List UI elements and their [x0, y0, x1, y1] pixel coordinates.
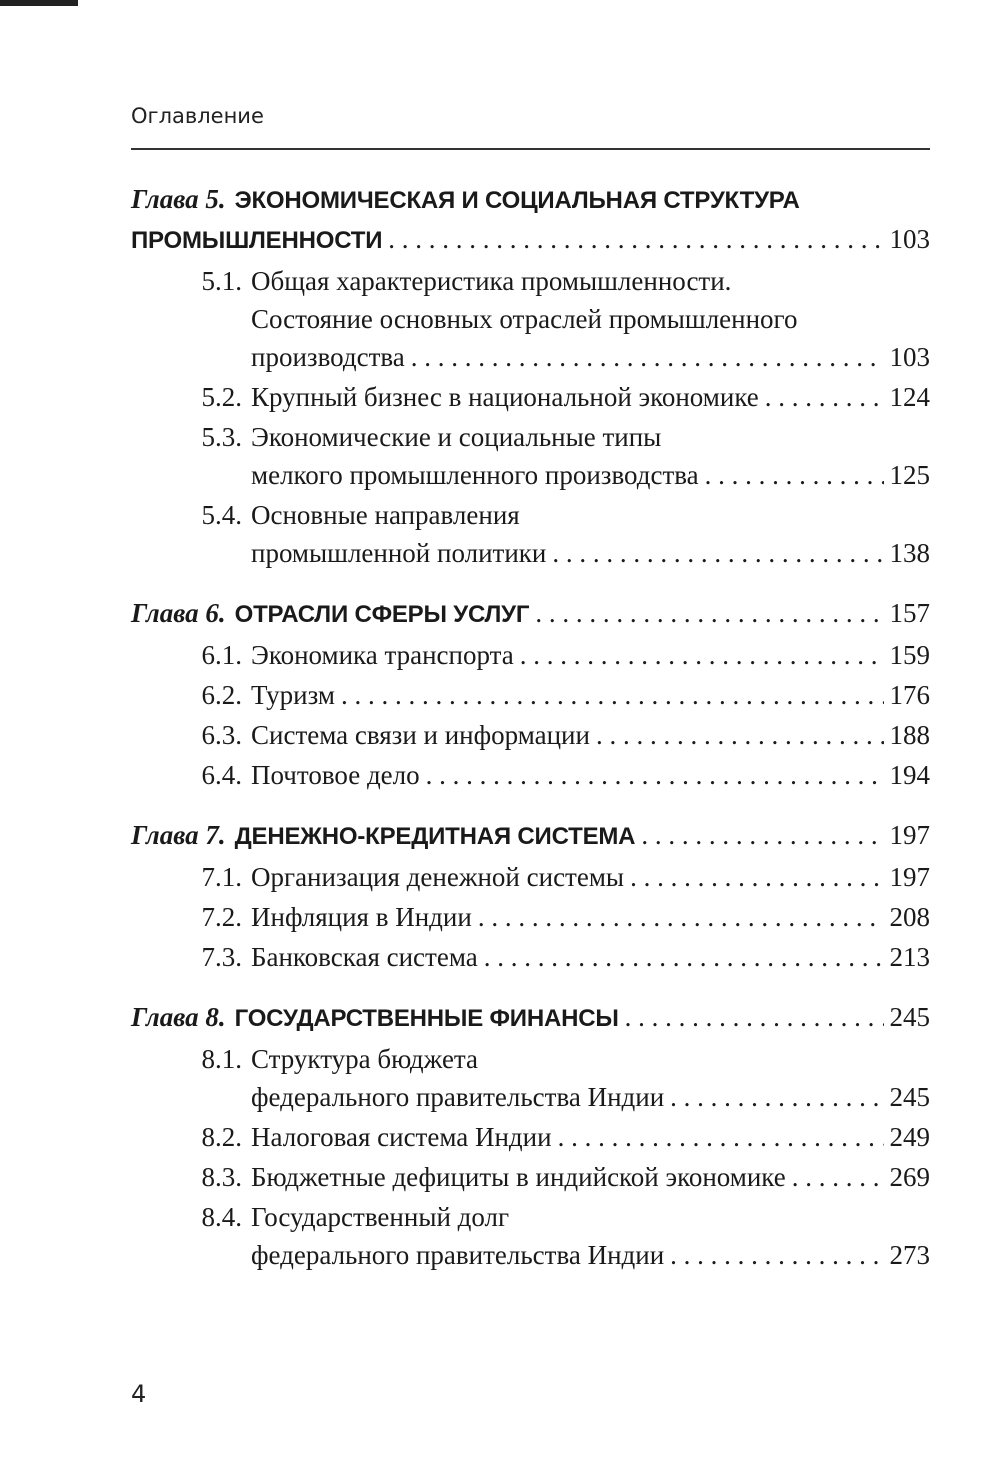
section-page-number: 249	[889, 1122, 930, 1152]
section-body	[242, 496, 930, 572]
toc-section[interactable]	[131, 496, 930, 572]
section-body	[242, 898, 930, 936]
section-number: 6.1.	[201, 640, 242, 670]
toc-section[interactable]	[131, 938, 930, 976]
section-title: Почтовое дело	[251, 760, 420, 790]
dot-leader	[670, 1236, 883, 1274]
chapter-heading-line[interactable]	[131, 998, 930, 1038]
section-page-number: 208	[889, 902, 930, 932]
section-title-line	[251, 418, 930, 456]
chapter-title: ОТРАСЛИ СФЕРЫ УСЛУГ	[234, 601, 530, 628]
section-page-number: 176	[889, 680, 930, 710]
section-number: 6.4.	[201, 760, 242, 790]
section-title-line	[251, 898, 930, 936]
dot-leader	[341, 676, 884, 714]
section-title-line	[251, 300, 930, 338]
section-title-line	[251, 1118, 930, 1156]
dot-leader	[558, 1118, 884, 1156]
section-body	[242, 262, 930, 376]
section-body	[242, 1118, 930, 1156]
section-title: Организация денежной системы	[251, 862, 625, 892]
toc-section[interactable]	[131, 898, 930, 936]
corner-mark	[0, 0, 78, 6]
toc-chapter	[131, 816, 930, 976]
chapter-label: Глава 7.	[131, 820, 226, 850]
section-page-number: 103	[889, 342, 930, 372]
dot-leader	[478, 898, 884, 936]
section-title-line	[251, 938, 930, 976]
section-title-line	[251, 636, 930, 674]
section-body	[242, 418, 930, 494]
section-number: 6.2.	[201, 680, 242, 710]
section-number: 8.2.	[201, 1122, 242, 1152]
chapter-heading-line[interactable]	[131, 220, 930, 260]
section-number: 8.3.	[201, 1162, 242, 1192]
dot-leader	[705, 456, 884, 494]
section-page-number: 188	[889, 720, 930, 750]
dot-leader	[552, 534, 883, 572]
toc-section[interactable]	[131, 378, 930, 416]
toc-chapter	[131, 594, 930, 794]
dot-leader	[535, 594, 883, 632]
section-title-line	[251, 676, 930, 714]
dot-leader	[630, 858, 883, 896]
section-page-number: 138	[889, 538, 930, 568]
section-body	[242, 1040, 930, 1116]
dot-leader	[792, 1158, 884, 1196]
chapter-label: Глава 5.	[131, 184, 226, 214]
section-number: 5.1.	[201, 266, 242, 296]
dot-leader	[411, 338, 884, 376]
dot-leader	[520, 636, 884, 674]
section-title: Экономические и социальные типы	[251, 422, 662, 452]
dot-leader	[765, 378, 884, 416]
section-title-line	[251, 1198, 930, 1236]
section-title-line	[251, 534, 930, 572]
section-body	[242, 756, 930, 794]
section-title-line	[251, 378, 930, 416]
toc-section[interactable]	[131, 1118, 930, 1156]
section-title-line	[251, 1236, 930, 1274]
section-title-line	[251, 858, 930, 896]
section-page-number: 159	[889, 640, 930, 670]
chapter-title: ДЕНЕЖНО-КРЕДИТНАЯ СИСТЕМА	[234, 823, 636, 850]
dot-leader	[625, 998, 884, 1036]
section-title: Система связи и информации	[251, 720, 590, 750]
section-number: 5.4.	[201, 500, 242, 530]
section-title: Общая характеристика промышленности.	[251, 266, 732, 296]
section-title-line	[251, 756, 930, 794]
section-number: 8.1.	[201, 1044, 242, 1074]
section-number: 8.4.	[201, 1202, 242, 1232]
section-page-number: 197	[889, 862, 930, 892]
chapter-title: ЭКОНОМИЧЕСКАЯ И СОЦИАЛЬНАЯ СТРУКТУРА	[234, 187, 800, 214]
section-title-line	[251, 496, 930, 534]
chapter-page-number: 103	[889, 224, 930, 254]
section-page-number: 245	[889, 1082, 930, 1112]
section-number: 7.3.	[201, 942, 242, 972]
section-page-number: 194	[889, 760, 930, 790]
section-title: промышленной политики	[251, 538, 547, 568]
header-rule	[131, 148, 930, 150]
chapter-title: ГОСУДАРСТВЕННЫЕ ФИНАНСЫ	[234, 1005, 619, 1032]
section-title: федерального правительства Индии	[251, 1240, 665, 1270]
section-title: Налоговая система Индии	[251, 1122, 552, 1152]
toc-section[interactable]	[131, 756, 930, 794]
section-body	[242, 716, 930, 754]
section-body	[242, 858, 930, 896]
chapter-page-number: 157	[889, 598, 930, 628]
section-title-line	[251, 262, 930, 300]
dot-leader	[388, 220, 883, 258]
section-page-number: 125	[889, 460, 930, 490]
toc-section[interactable]	[131, 636, 930, 674]
chapter-heading-line[interactable]	[131, 594, 930, 634]
page-number: 4	[131, 1380, 147, 1408]
section-title-line	[251, 338, 930, 376]
chapter-label: Глава 6.	[131, 598, 226, 628]
dot-leader	[484, 938, 884, 976]
chapter-page-number: 245	[889, 1002, 930, 1032]
chapter-heading-line	[131, 180, 930, 220]
section-number: 7.2.	[201, 902, 242, 932]
section-body	[242, 1198, 930, 1274]
toc-section[interactable]	[131, 716, 930, 754]
section-title-line	[251, 1040, 930, 1078]
section-page-number: 269	[889, 1162, 930, 1192]
dot-leader	[596, 716, 884, 754]
section-title: федерального правительства Индии	[251, 1082, 665, 1112]
chapter-page-number: 197	[889, 820, 930, 850]
toc-section[interactable]	[131, 1040, 930, 1116]
toc-section[interactable]	[131, 1198, 930, 1274]
section-title: Крупный бизнес в национальной экономике	[251, 382, 759, 412]
toc-section[interactable]	[131, 676, 930, 714]
section-title: Состояние основных отраслей промышленного	[251, 304, 798, 334]
section-title-line	[251, 1158, 930, 1196]
section-title-line	[251, 456, 930, 494]
dot-leader	[426, 756, 884, 794]
section-title: Государственный долг	[251, 1202, 510, 1232]
section-body	[242, 676, 930, 714]
chapter-label: Глава 8.	[131, 1002, 226, 1032]
section-number: 5.3.	[201, 422, 242, 452]
toc-section[interactable]	[131, 1158, 930, 1196]
toc-section[interactable]	[131, 418, 930, 494]
section-title-line	[251, 1078, 930, 1116]
section-body	[242, 1158, 930, 1196]
section-number: 5.2.	[201, 382, 242, 412]
section-number: 6.3.	[201, 720, 242, 750]
dot-leader	[641, 816, 883, 854]
section-title: производства	[251, 342, 405, 372]
section-page-number: 273	[889, 1240, 930, 1270]
section-title: Структура бюджета	[251, 1044, 479, 1074]
section-title: Туризм	[251, 680, 335, 710]
toc-chapter	[131, 180, 930, 572]
chapter-title: ПРОМЫШЛЕННОСТИ	[131, 227, 383, 254]
section-title: Банковская система	[251, 942, 478, 972]
section-body	[242, 938, 930, 976]
section-title: Бюджетные дефициты в индийской экономике	[251, 1162, 786, 1192]
toc-section[interactable]	[131, 858, 930, 896]
section-page-number: 213	[889, 942, 930, 972]
section-number: 7.1.	[201, 862, 242, 892]
section-page-number: 124	[889, 382, 930, 412]
toc-section[interactable]	[131, 262, 930, 376]
section-title: Основные направления	[251, 500, 520, 530]
dot-leader	[670, 1078, 883, 1116]
section-title: мелкого промышленного производства	[251, 460, 699, 490]
section-body	[242, 378, 930, 416]
chapter-heading-line[interactable]	[131, 816, 930, 856]
section-title-line	[251, 716, 930, 754]
toc-chapter	[131, 998, 930, 1274]
section-body	[242, 636, 930, 674]
section-title: Инфляция в Индии	[251, 902, 472, 932]
running-head: Оглавление	[131, 104, 264, 128]
section-title: Экономика транспорта	[251, 640, 514, 670]
table-of-contents	[131, 180, 930, 1296]
